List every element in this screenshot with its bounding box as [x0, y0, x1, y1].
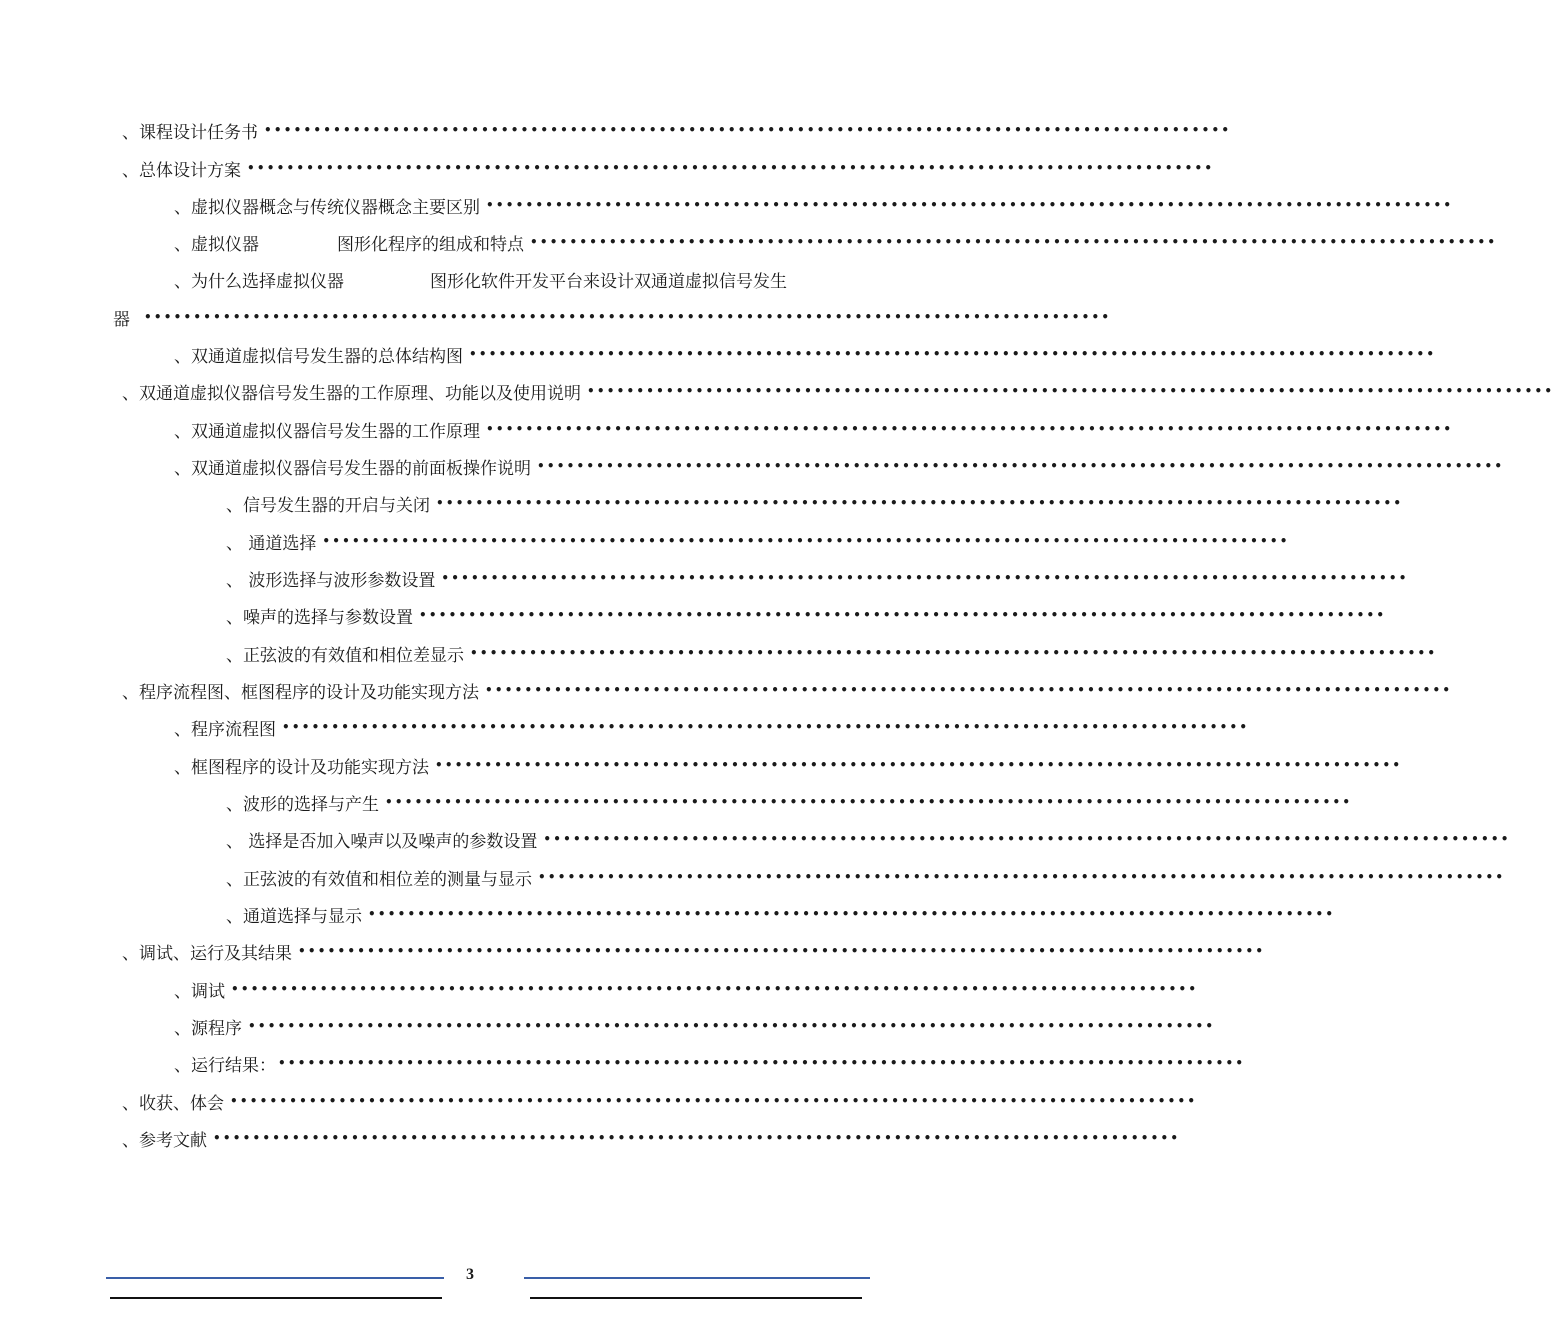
toc-entry[interactable] [122, 1125, 1181, 1151]
toc-leader-dots: •••••••••••••••••••••••••••••••••••••••••••••••••••••••••••••••••••••••••••••••••••••••••••••••••• [368, 907, 1336, 921]
toc-leader-dots: •••••••••••••••••••••••••••••••••••••••••••••••••••••••••••••••••••••••••••••••••••••••••••••••••• [537, 459, 1505, 473]
toc-entry-label: 、噪声的选择与参数设置 [226, 607, 413, 628]
toc-entry[interactable] [226, 901, 1336, 927]
toc-entry-label: 、程序流程图 [174, 719, 276, 740]
toc-leader-dots: •••••••••••••••••••••••••••••••••••••••••••••••••••••••••••••••••••••••••••••••••••••••••••••••••• [486, 198, 1454, 212]
toc-entry-label: 、 选择是否加入噪声以及噪声的参数设置 [226, 831, 538, 852]
toc-leader-dots: •••••••••••••••••••••••••••••••••••••••••••••••••••••••••••••••••••••••••••••••••••••••••••••••••• [436, 496, 1404, 510]
footer-rule-left-bottom [110, 1297, 442, 1299]
toc-leader-dots: •••••••••••••••••••••••••••••••••••••••••••••••••••••••••••••••••••••••••••••••••••••••••••••••••• [485, 683, 1453, 697]
toc-entry-label: 、运行结果： [174, 1055, 276, 1076]
toc-leader-dots: •••••••••••••••••••••••••••••••••••••••••••••••••••••••••••••••••••••••••••••••••••••••••••••••••• [530, 235, 1498, 249]
toc-leader-dots: •••••••••••••••••••••••••••••••••••••••••••••••••••••••••••••••••••••••••••••••••••••••••••••••••• [587, 384, 1554, 398]
toc-entry-label: 、通道选择与显示 [226, 906, 362, 927]
toc-leader-dots: •••••••••••••••••••••••••••••••••••••••••••••••••••••••••••••••••••••••••••••••••••••••••••••••••• [543, 832, 1511, 846]
toc-leader-dots: •••••••••••••••••••••••••••••••••••••••••••••••••••••••••••••••••••••••••••••••••••••••••••••••••• [469, 347, 1437, 361]
toc-entry-label: 、波形的选择与产生 [226, 794, 379, 815]
toc-leader-dots: •••••••••••••••••••••••••••••••••••••••••••••••••••••••••••••••••••••••••••••••••••••••••••••••••• [144, 310, 1112, 324]
toc-entry-label: 、正弦波的有效值和相位差的测量与显示 [226, 869, 532, 890]
footer-rule-left-top [106, 1277, 444, 1279]
toc-entry-label-continued: 图形化软件开发平台来设计双通道虚拟信号发生 [430, 271, 787, 292]
toc-entry[interactable] [122, 117, 1232, 143]
toc-entry-label: 、双通道虚拟仪器信号发生器的工作原理、功能以及使用说明 [122, 383, 581, 404]
toc-entry[interactable] [226, 826, 1511, 852]
toc-leader-dots: •••••••••••••••••••••••••••••••••••••••••••••••••••••••••••••••••••••••••••••••••••••••••••••••••• [486, 422, 1454, 436]
toc-entry-label: 、双通道虚拟信号发生器的总体结构图 [174, 346, 463, 367]
toc-entry-label: 、双通道虚拟仪器信号发生器的前面板操作说明 [174, 458, 531, 479]
toc-leader-dots: •••••••••••••••••••••••••••••••••••••••••••••••••••••••••••••••••••••••••••••••••••••••••••••••••• [278, 1056, 1246, 1070]
toc-entry[interactable] [122, 378, 1554, 404]
toc-leader-dots: •••••••••••••••••••••••••••••••••••••••••••••••••••••••••••••••••••••••••••••••••••••••••••••••••• [538, 870, 1506, 884]
toc-entry[interactable] [226, 864, 1506, 890]
page-number: 3 [466, 1266, 474, 1283]
toc-entry-label: 、源程序 [174, 1018, 242, 1039]
toc-entry-label: 、双通道虚拟仪器信号发生器的工作原理 [174, 421, 480, 442]
toc-entry[interactable] [226, 490, 1404, 516]
toc-entry[interactable] [174, 192, 1454, 218]
toc-entry-label: 、框图程序的设计及功能实现方法 [174, 757, 429, 778]
toc-entry[interactable] [226, 602, 1387, 628]
toc-entry[interactable] [226, 528, 1290, 554]
footer-rule-right-top [524, 1277, 870, 1279]
toc-leader-dots: •••••••••••••••••••••••••••••••••••••••••••••••••••••••••••••••••••••••••••••••••••••••••••••••••• [231, 982, 1199, 996]
toc-leader-dots: •••••••••••••••••••••••••••••••••••••••••••••••••••••••••••••••••••••••••••••••••••••••••••••••••• [419, 608, 1387, 622]
toc-entry[interactable] [113, 304, 1112, 330]
toc-entry[interactable] [226, 640, 1438, 666]
toc-leader-dots: •••••••••••••••••••••••••••••••••••••••••••••••••••••••••••••••••••••••••••••••••••••••••••••••••• [264, 123, 1232, 137]
toc-entry[interactable] [174, 453, 1505, 479]
toc-entry-label: 、正弦波的有效值和相位差显示 [226, 645, 464, 666]
toc-leader-dots: •••••••••••••••••••••••••••••••••••••••••••••••••••••••••••••••••••••••••••••••••••••••••••••••••• [435, 758, 1403, 772]
toc-leader-dots: •••••••••••••••••••••••••••••••••••••••••••••••••••••••••••••••••••••••••••••••••••••••••••••••••• [213, 1131, 1181, 1145]
toc-entry[interactable] [122, 938, 1266, 964]
toc-entry-label: 、总体设计方案 [122, 160, 241, 181]
toc-entry-label: 、程序流程图、框图程序的设计及功能实现方法 [122, 682, 479, 703]
toc-leader-dots: •••••••••••••••••••••••••••••••••••••••••••••••••••••••••••••••••••••••••••••••••••••••••••••••••• [385, 795, 1353, 809]
toc-entry-label: 、参考文献 [122, 1130, 207, 1151]
toc-leader-dots: •••••••••••••••••••••••••••••••••••••••••••••••••••••••••••••••••••••••••••••••••••••••••••••••••• [282, 720, 1250, 734]
toc-leader-dots: •••••••••••••••••••••••••••••••••••••••••••••••••••••••••••••••••••••••••••••••••••••••••••••••••• [441, 571, 1409, 585]
toc-entry[interactable] [226, 565, 1409, 591]
toc-entry-label: 器 [113, 309, 130, 330]
toc-entry-label: 、虚拟仪器概念与传统仪器概念主要区别 [174, 197, 480, 218]
toc-entry[interactable] [122, 1088, 1198, 1114]
toc-leader-dots: •••••••••••••••••••••••••••••••••••••••••••••••••••••••••••••••••••••••••••••••••••••••••••••••••• [248, 1019, 1216, 1033]
toc-entry-label: 、 通道选择 [226, 533, 317, 554]
toc-entry[interactable] [174, 752, 1403, 778]
toc-entry-label: 、调试、运行及其结果 [122, 943, 292, 964]
toc-leader-dots: •••••••••••••••••••••••••••••••••••••••••••••••••••••••••••••••••••••••••••••••••••••••••••••••••• [230, 1094, 1198, 1108]
toc-entry[interactable] [174, 1050, 1246, 1076]
toc-entry[interactable] [174, 229, 1498, 255]
toc-entry-label: 、调试 [174, 981, 225, 1002]
toc-entry[interactable] [174, 416, 1454, 442]
toc-entry-label: 、为什么选择虚拟仪器 [174, 271, 344, 292]
toc-entry-label: 、收获、体会 [122, 1093, 224, 1114]
toc-leader-dots: •••••••••••••••••••••••••••••••••••••••••••••••••••••••••••••••••••••••••••••••••••••••••••••••••• [470, 646, 1438, 660]
toc-leader-dots: •••••••••••••••••••••••••••••••••••••••••••••••••••••••••••••••••••••••••••••••••••••••••••••••••• [322, 534, 1290, 548]
toc-entry[interactable] [122, 155, 1215, 181]
toc-entry[interactable] [174, 266, 864, 292]
page-footer [0, 1262, 950, 1302]
toc-entry[interactable] [174, 341, 1437, 367]
footer-rule-right-bottom [530, 1297, 862, 1299]
toc-entry-label: 、虚拟仪器 [174, 234, 259, 255]
toc-leader-dots: •••••••••••••••••••••••••••••••••••••••••••••••••••••••••••••••••••••••••••••••••••••••••••••••••• [247, 161, 1215, 175]
toc-entry-label: 、信号发生器的开启与关闭 [226, 495, 430, 516]
toc-entry-label: 、课程设计任务书 [122, 122, 258, 143]
toc-entry-label: 、 波形选择与波形参数设置 [226, 570, 436, 591]
toc-entry[interactable] [174, 714, 1250, 740]
toc-entry[interactable] [226, 789, 1353, 815]
toc-entry-label-continued: 图形化程序的组成和特点 [337, 234, 524, 255]
toc-entry[interactable] [174, 1013, 1216, 1039]
toc-entry[interactable] [174, 976, 1199, 1002]
toc-leader-dots: •••••••••••••••••••••••••••••••••••••••••••••••••••••••••••••••••••••••••••••••••••••••••••••••••• [298, 944, 1266, 958]
toc-entry[interactable] [122, 677, 1453, 703]
